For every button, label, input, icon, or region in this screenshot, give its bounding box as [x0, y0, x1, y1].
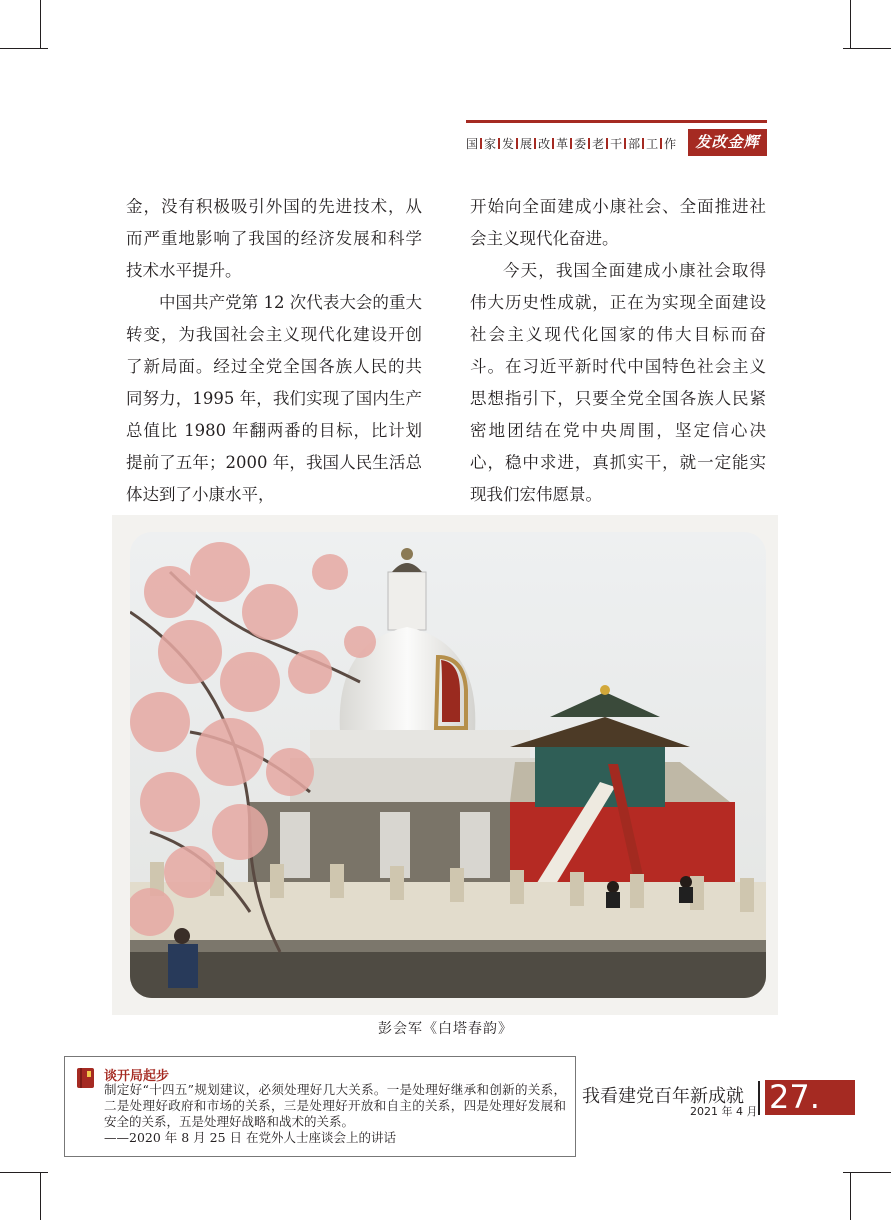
header-org-name	[466, 135, 676, 152]
header-separator	[570, 138, 572, 149]
header-separator	[660, 138, 662, 149]
footer-issue-date: 2021 年 4 月	[690, 1105, 758, 1118]
footer-divider	[758, 1081, 760, 1115]
header-org-char: 委	[574, 137, 587, 151]
header-org-char: 展	[520, 137, 533, 151]
crop-mark	[843, 48, 891, 49]
header-org-char: 部	[628, 137, 641, 151]
quote-line: ——2020 年 8 月 25 日 在党外人士座谈会上的讲话	[104, 1130, 397, 1145]
article-left-column	[126, 191, 422, 511]
crop-mark	[850, 0, 851, 48]
header-org-char: 老	[592, 137, 605, 151]
header-separator	[642, 138, 644, 149]
photo-caption: 彭会军《白塔春韵》	[378, 1021, 513, 1037]
crop-mark	[40, 1172, 41, 1220]
quote-line: 制定好“十四五”规划建议，必须处理好几大关系。一是处理好继承和创新的关系，二是处理好政府和市场的关系，三是处理好开放和自主的关系，四是处理好发展和安全的关系，五是处理好战略和战术的关系。	[104, 1082, 566, 1129]
article-paragraph: 开始向全面建成小康社会、全面推进社会主义现代化奋进。	[470, 197, 766, 248]
header-separator	[480, 138, 482, 149]
crop-mark	[40, 0, 41, 48]
header-separator	[606, 138, 608, 149]
header-separator	[498, 138, 500, 149]
crop-mark	[0, 48, 48, 49]
article-paragraph: 今天，我国全面建成小康社会取得伟大历史性成就，正在为实现全面建设社会主义现代化国家的伟大目标而奋斗。在习近平新时代中国特色社会主义思想指引下，只要全党全国各族人民紧密地团结在党中央周围，坚定信心决心，稳中求进，真抓实干，就一定能实现我们宏伟愿景。	[470, 261, 766, 504]
header-org-char: 家	[484, 137, 497, 151]
header-org-char: 国	[466, 137, 479, 151]
header-rule	[466, 120, 767, 123]
header-org-char: 工	[646, 137, 659, 151]
header-separator	[588, 138, 590, 149]
header-org-char: 发	[502, 137, 515, 151]
header-org-char: 作	[664, 137, 677, 151]
header-org-char: 干	[610, 137, 623, 151]
article-paragraph: 中国共产党第 12 次代表大会的重大转变，为我国社会主义现代化建设开创了新局面。经过全党全国各族人民的共同努力，1995 年，我们实现了国内生产总值比 1980 年翻两番的目标，比计划提前了五年；2000 年，我国人民生活总体达到了小康水平，	[126, 293, 422, 504]
quote-body	[104, 1082, 566, 1146]
header-org-char: 革	[556, 137, 569, 151]
quote-title: 谈开局起步	[104, 1069, 170, 1084]
header-separator	[534, 138, 536, 149]
header-badge: 发改金辉	[688, 129, 767, 156]
header-separator	[624, 138, 626, 149]
header-separator	[552, 138, 554, 149]
article-right-column	[470, 191, 766, 511]
book-icon	[76, 1067, 96, 1089]
crop-mark	[850, 1172, 851, 1220]
header-org-char: 改	[538, 137, 551, 151]
article-paragraph: 金，没有积极吸引外国的先进技术，从而严重地影响了我国的经济发展和科学技术水平提升。	[126, 197, 422, 280]
page-number: 27.	[765, 1080, 855, 1115]
white-pagoda-photo	[130, 532, 766, 998]
footer-column-title: 我看建党百年新成就	[582, 1086, 744, 1107]
header-separator	[516, 138, 518, 149]
